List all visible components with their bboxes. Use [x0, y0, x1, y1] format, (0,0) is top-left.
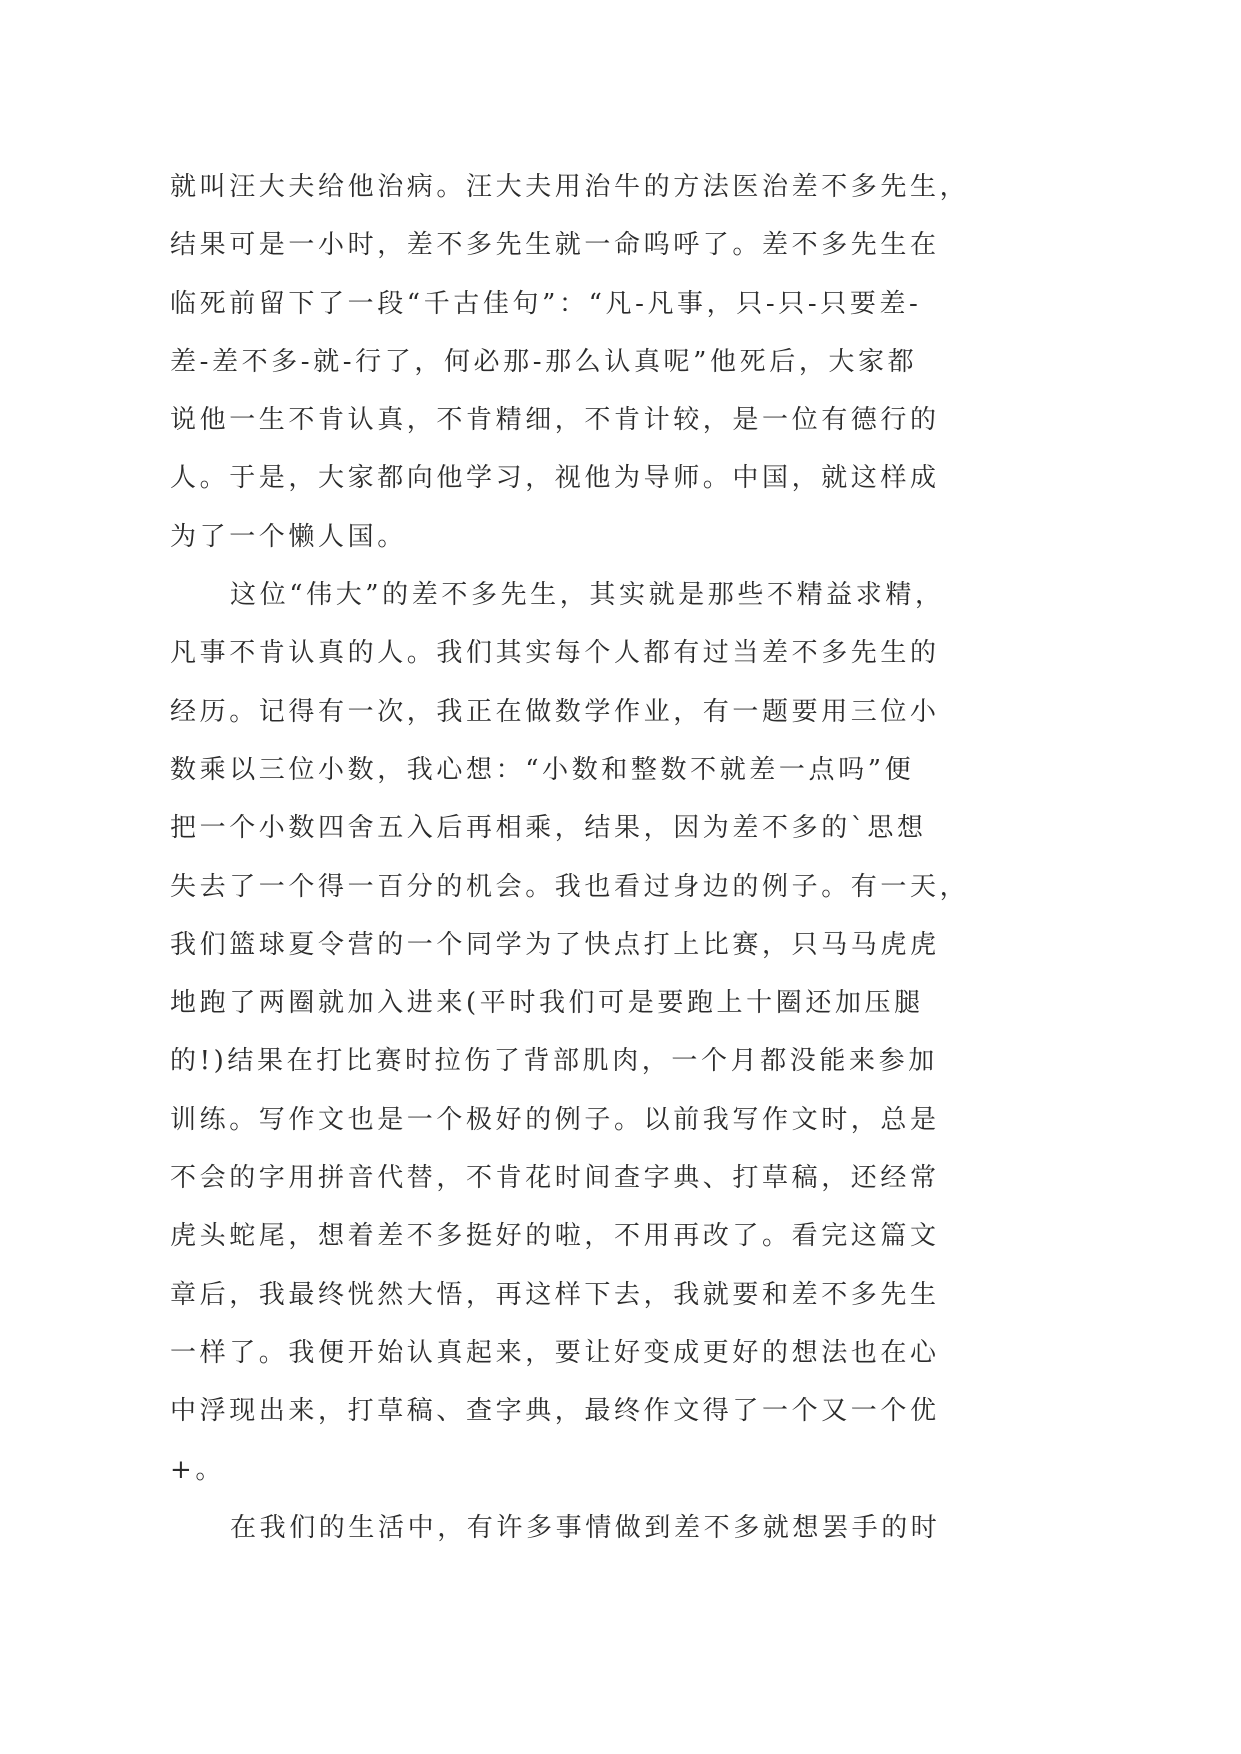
paragraph	[170, 566, 990, 1499]
text-line: 凡事不肯认真的人。我们其实每个人都有过当差不多先生的	[170, 638, 940, 669]
text-line: 差-差不多-就-行了，何必那-那么认真呢”他死后，大家都	[170, 346, 918, 377]
text-line: 结果可是一小时，差不多先生就一命呜呼了。差不多先生在	[170, 230, 940, 261]
text-line: 中浮现出来，打草稿、查字典，最终作文得了一个又一个优	[170, 1396, 940, 1427]
document-body	[170, 158, 990, 1557]
text-line: 我们篮球夏令营的一个同学为了快点打上比赛，只马马虎虎	[170, 929, 940, 960]
text-line: 数乘以三位小数，我心想：“小数和整数不就差一点吗”便	[170, 754, 915, 785]
text-line: 为了一个懒人国。	[170, 521, 407, 552]
text-line: +。	[170, 1454, 225, 1485]
text-line: 章后，我最终恍然大悟，再这样下去，我就要和差不多先生	[170, 1279, 940, 1310]
paragraph	[170, 1499, 990, 1557]
text-line: 在我们的生活中，有许多事情做到差不多就想罢手的时	[230, 1512, 941, 1543]
text-line: 地跑了两圈就加入进来(平时我们可是要跑上十圈还加压腿	[170, 988, 924, 1019]
text-line: 把一个小数四舍五入后再相乘，结果，因为差不多的`思想	[170, 813, 927, 844]
text-line: 这位“伟大”的差不多先生，其实就是那些不精益求精，	[230, 580, 945, 611]
text-line: 说他一生不肯认真，不肯精细，不肯计较，是一位有德行的	[170, 405, 940, 436]
text-line: 训练。写作文也是一个极好的例子。以前我写作文时，总是	[170, 1104, 940, 1135]
text-line: 临死前留下了一段“千古佳句”：“凡-凡事，只-只-只要差-	[170, 288, 922, 319]
text-line: 人。于是，大家都向他学习，视他为导师。中国，就这样成	[170, 463, 940, 494]
text-line: 虎头蛇尾，想着差不多挺好的啦，不用再改了。看完这篇文	[170, 1221, 940, 1252]
text-line: 不会的字用拼音代替，不肯花时间查字典、打草稿，还经常	[170, 1163, 940, 1194]
text-line: 一样了。我便开始认真起来，要让好变成更好的想法也在心	[170, 1337, 940, 1368]
paragraph	[170, 158, 990, 566]
text-line: 的!)结果在打比赛时拉伤了背部肌肉，一个月都没能来参加	[170, 1046, 938, 1077]
text-line: 失去了一个得一百分的机会。我也看过身边的例子。有一天，	[170, 871, 970, 902]
text-line: 就叫汪大夫给他治病。汪大夫用治牛的方法医治差不多先生，	[170, 172, 970, 202]
text-line: 经历。记得有一次，我正在做数学作业，有一题要用三位小	[170, 696, 940, 727]
